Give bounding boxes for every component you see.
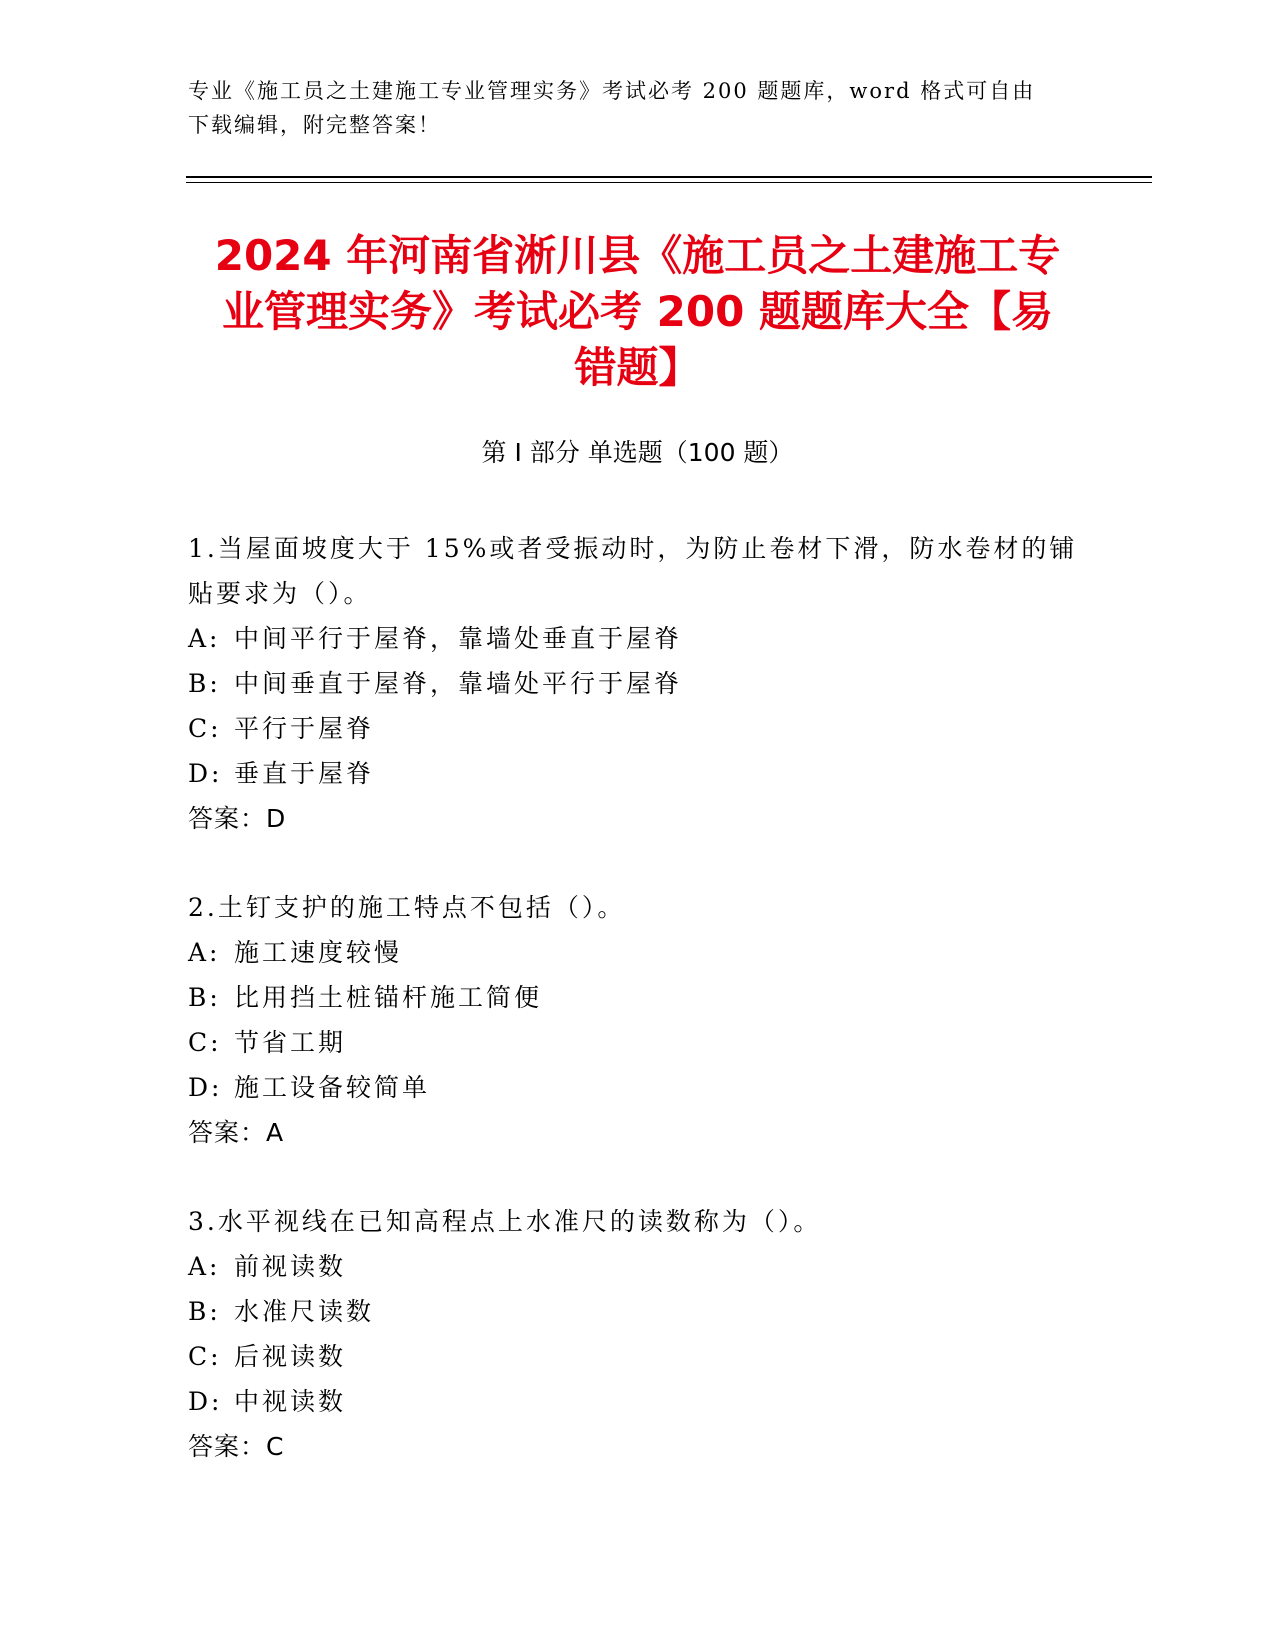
question-stem: 3.水平视线在已知高程点上水准尺的读数称为（）。 xyxy=(188,1207,822,1236)
option-d xyxy=(188,1379,1088,1424)
option-c xyxy=(188,1020,1088,1065)
title-line-2: 业管理实务》考试必考 200 题题库大全【易 xyxy=(222,287,1053,336)
option-key: C: xyxy=(188,1028,222,1057)
option-c xyxy=(188,1334,1088,1379)
option-text: 节省工期 xyxy=(234,1028,347,1057)
document-title xyxy=(170,228,1105,396)
header-note-line-2: 下载编辑，附完整答案！ xyxy=(188,113,441,137)
option-text: 平行于屋脊 xyxy=(234,714,375,743)
question-stem: 1.当屋面坡度大于 15%或者受振动时，为防止卷材下滑，防水卷材的铺 xyxy=(188,534,1078,563)
header-divider-thin xyxy=(186,182,1152,183)
question-stem-continued: 贴要求为（）。 xyxy=(188,579,372,608)
option-key: B: xyxy=(188,1297,221,1326)
header-divider-thick xyxy=(186,176,1152,178)
question-3 xyxy=(188,1199,1088,1469)
option-text: 水准尺读数 xyxy=(234,1297,375,1326)
title-line-3: 错题】 xyxy=(574,343,701,392)
option-a xyxy=(188,1244,1088,1289)
option-b xyxy=(188,1289,1088,1334)
question-stem: 2.土钉支护的施工特点不包括（）。 xyxy=(188,893,626,922)
option-a xyxy=(188,930,1088,975)
option-key: D: xyxy=(188,1387,223,1416)
option-text: 中间平行于屋脊，靠墙处垂直于屋脊 xyxy=(234,624,683,653)
question-list xyxy=(188,526,1088,1513)
option-text: 垂直于屋脊 xyxy=(234,759,375,788)
option-key: A: xyxy=(188,938,221,967)
option-d xyxy=(188,751,1088,796)
option-text: 施工速度较慢 xyxy=(234,938,403,967)
header-note xyxy=(188,74,1088,142)
option-key: B: xyxy=(188,983,221,1012)
title-line-1: 2024 年河南省淅川县《施工员之土建施工专 xyxy=(214,231,1061,280)
option-b xyxy=(188,975,1088,1020)
question-1 xyxy=(188,526,1088,841)
option-key: B: xyxy=(188,669,221,698)
option-c xyxy=(188,706,1088,751)
option-key: D: xyxy=(188,1073,223,1102)
question-2 xyxy=(188,885,1088,1155)
option-key: C: xyxy=(188,714,222,743)
answer: 答案：A xyxy=(188,1118,285,1147)
answer: 答案：C xyxy=(188,1432,285,1461)
section-heading: 第 I 部分 单选题（100 题） xyxy=(481,438,794,467)
option-text: 前视读数 xyxy=(234,1252,347,1281)
option-text: 中视读数 xyxy=(234,1387,347,1416)
option-text: 比用挡土桩锚杆施工简便 xyxy=(234,983,543,1012)
header-note-line-1: 专业《施工员之土建施工专业管理实务》考试必考 200 题题库，word 格式可自由 xyxy=(188,79,1036,103)
option-a xyxy=(188,616,1088,661)
option-text: 后视读数 xyxy=(234,1342,347,1371)
option-d xyxy=(188,1065,1088,1110)
option-key: A: xyxy=(188,1252,221,1281)
option-key: D: xyxy=(188,759,223,788)
option-text: 中间垂直于屋脊，靠墙处平行于屋脊 xyxy=(234,669,683,698)
option-key: C: xyxy=(188,1342,222,1371)
option-text: 施工设备较简单 xyxy=(234,1073,431,1102)
answer: 答案：D xyxy=(188,804,287,833)
option-key: A: xyxy=(188,624,221,653)
option-b xyxy=(188,661,1088,706)
